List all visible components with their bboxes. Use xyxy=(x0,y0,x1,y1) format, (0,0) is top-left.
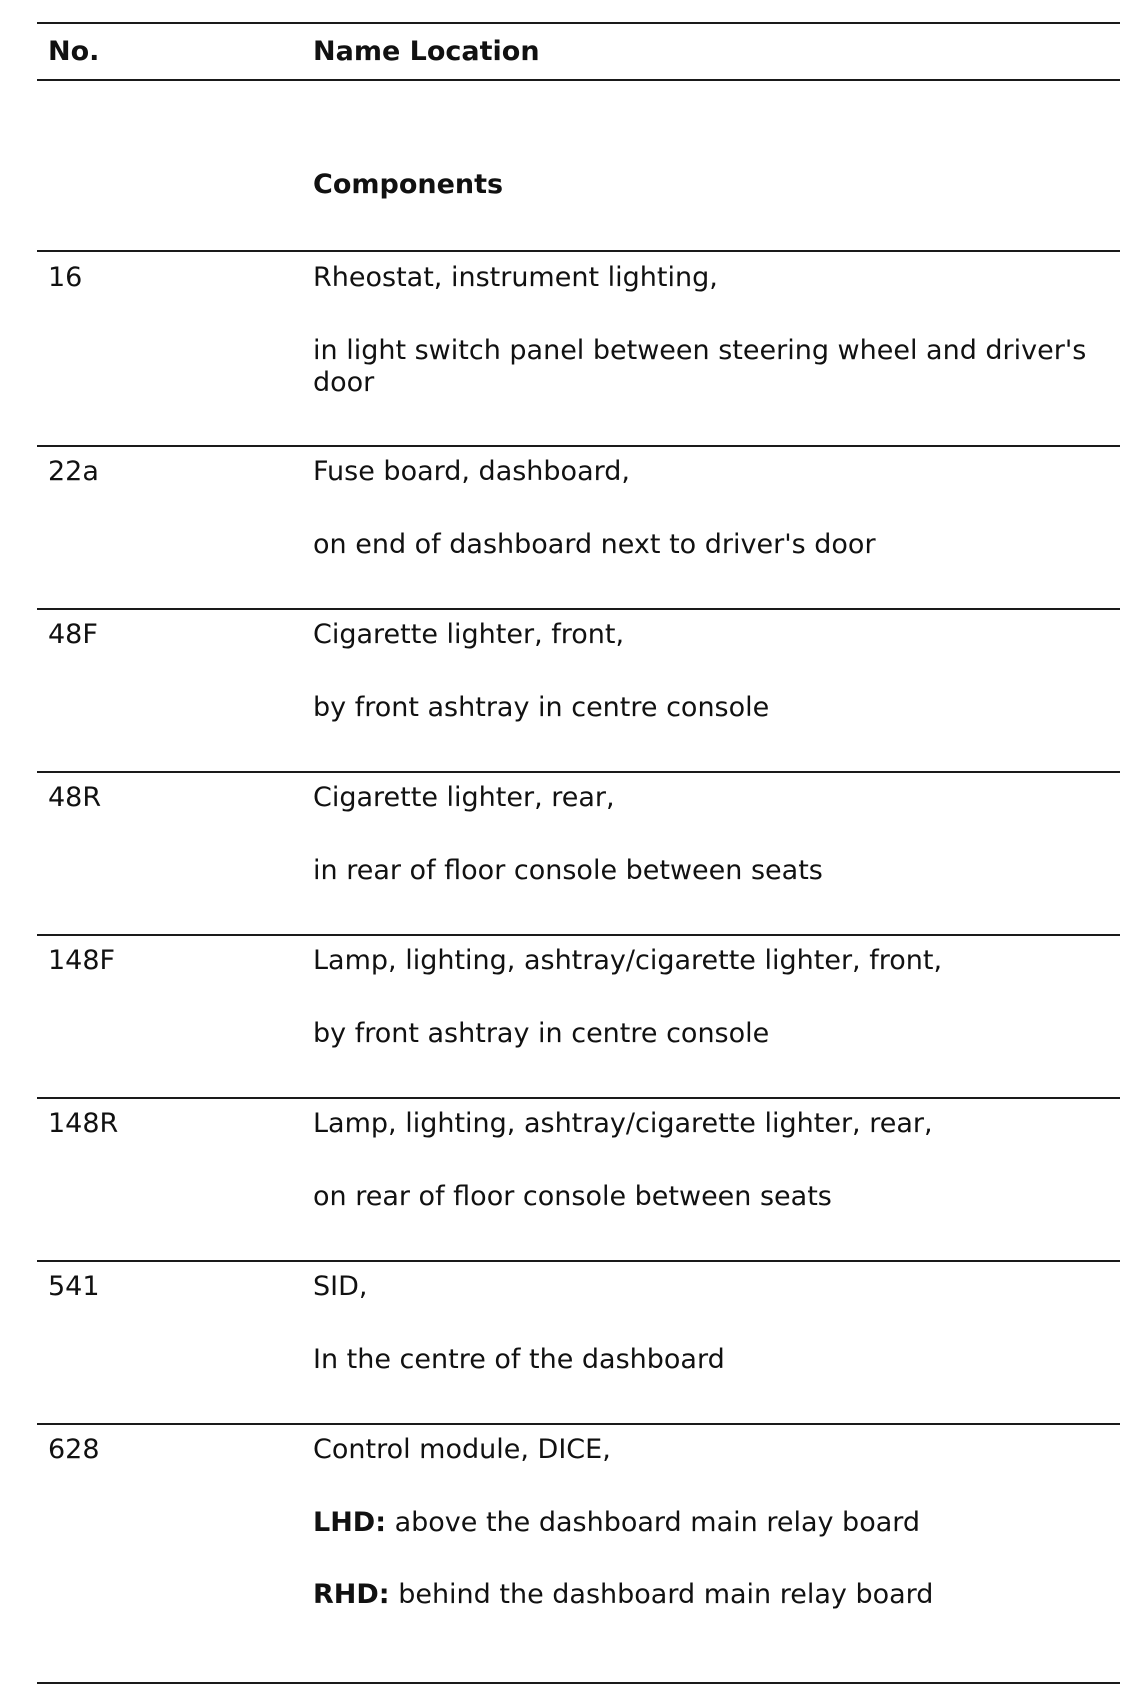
row-location: in rear of floor console between seats xyxy=(313,855,823,886)
row-divider xyxy=(37,771,1120,773)
table-top-rule xyxy=(37,22,1120,24)
rhd-label: RHD: xyxy=(313,1579,390,1610)
row-number: 148F xyxy=(48,945,116,976)
section-title: Components xyxy=(313,169,504,200)
row-name: Rheostat, instrument lighting, xyxy=(313,262,718,293)
row-number: 16 xyxy=(48,262,83,293)
row-name: Cigarette lighter, rear, xyxy=(313,782,615,813)
row-name: Control module, DICE, xyxy=(313,1434,611,1465)
row-divider xyxy=(37,1423,1120,1425)
row-location: on rear of floor console between seats xyxy=(313,1181,832,1212)
row-name: Fuse board, dashboard, xyxy=(313,456,630,487)
column-header-no: No. xyxy=(48,36,100,67)
row-location-lhd xyxy=(313,1507,920,1539)
row-number: 48F xyxy=(48,619,98,650)
row-location-rhd xyxy=(313,1579,933,1611)
section-rule xyxy=(37,250,1120,252)
row-name: Cigarette lighter, front, xyxy=(313,619,625,650)
row-number: 22a xyxy=(48,456,99,487)
row-divider xyxy=(37,934,1120,936)
row-divider xyxy=(37,1097,1120,1099)
row-number: 541 xyxy=(48,1271,100,1302)
row-location: In the centre of the dashboard xyxy=(313,1344,725,1375)
header-bottom-rule xyxy=(37,79,1120,81)
column-header-name-location: Name Location xyxy=(313,36,540,67)
row-divider xyxy=(37,1260,1120,1262)
table-bottom-rule xyxy=(37,1682,1120,1684)
rhd-text: behind the dashboard main relay board xyxy=(389,1579,934,1610)
row-number: 148R xyxy=(48,1108,119,1139)
lhd-label: LHD: xyxy=(313,1507,387,1538)
row-name: SID, xyxy=(313,1271,368,1302)
lhd-text: above the dashboard main relay board xyxy=(386,1507,921,1538)
row-location: on end of dashboard next to driver's door xyxy=(313,529,876,560)
row-name: Lamp, lighting, ashtray/cigarette lighter, front, xyxy=(313,945,943,976)
row-divider xyxy=(37,608,1120,610)
row-name: Lamp, lighting, ashtray/cigarette lighter, rear, xyxy=(313,1108,933,1139)
row-location: by front ashtray in centre console xyxy=(313,692,770,723)
row-number: 48R xyxy=(48,782,102,813)
row-location: in light switch panel between steering wheel and driver's door xyxy=(313,335,1087,398)
row-location: by front ashtray in centre console xyxy=(313,1018,770,1049)
row-number: 628 xyxy=(48,1434,100,1465)
row-divider xyxy=(37,445,1120,447)
